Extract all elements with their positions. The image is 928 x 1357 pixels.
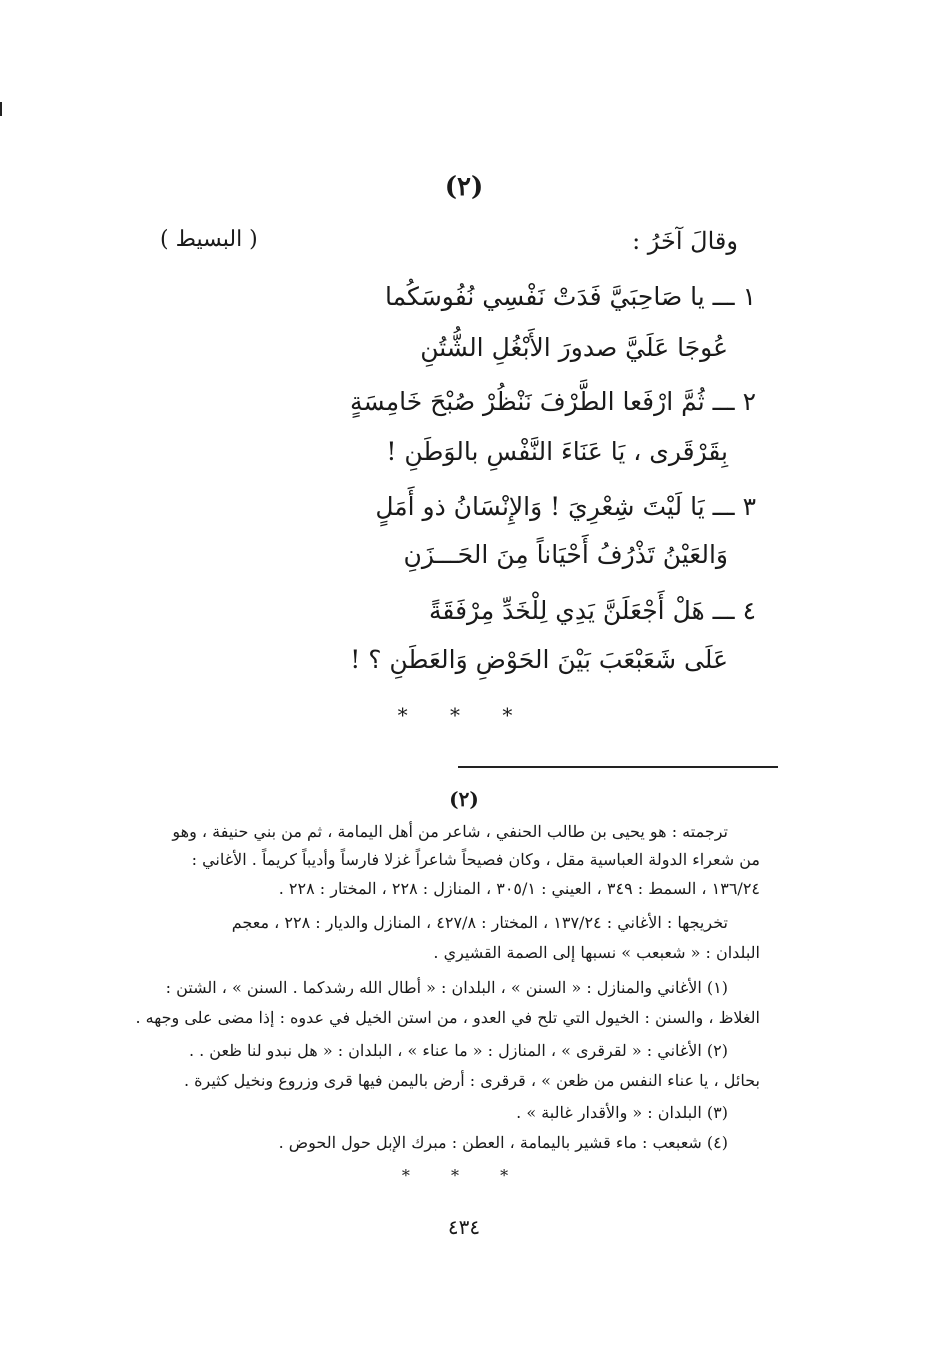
note-1-line-2: الغلاظ ، والسنن : الخيول التي تلح في العدو ، من استن الخيل في عدوه : إذا مضى على وجهه . [135,1008,760,1027]
note-1-line-1: (١) الأغاني والمنازل : « السنن » ، البلدان : « أطال الله رشدكما . السنن » ، الشتن : [165,978,728,997]
footnote-separator: * * * [401,1166,527,1185]
note-2-line-1: (٢) الأغاني : « لقرقرى » ، المنازل : « ما عناء » ، البلدان : « هل نبدو لنا ظعن . . [188,1041,728,1060]
footnote-takhrij-line-1: تخريجها : الأغاني : ١٣٧/٢٤ ، المختار : ٤٢٧/٨ ، المنازل والديار : ٢٢٨ ، معجم [231,913,728,932]
margin-mark [0,102,2,116]
note-3: (٣) البلدان : « والأقدار غالبة » . [516,1103,728,1122]
section-separator: * * * [397,703,531,727]
verse-2-line-2: بِقَرْقَرى ، يَا عَنَاءَ النَّفْسِ بالوَطَنِ ! [386,437,728,466]
footnote-rule [458,766,778,768]
verse-1-line-2: عُوجَا عَلَيَّ صدورَ الأَبْغُلِ الشُّتُنِ [420,333,728,362]
note-4: (٤) شعبعب : ماء قشير باليمامة ، العطن : مبرك الإبل حول الحوض . [278,1133,728,1152]
footnote-bio-line-1: ترجمته : هو يحيى بن طالب الحنفي ، شاعر من أهل اليمامة ، ثم من بني حنيفة ، وهو [172,822,728,841]
verse-4-line-2: عَلَى شَعَبْعَبَ بَيْنَ الحَوْضِ وَالعَطَنِ ؟ ! [350,645,728,674]
note-2-line-2: بحائل ، يا عناء النفس من ظعن » ، قرقرى : أرض باليمن فيها قرى وزروع ونخيل كثيرة . [183,1071,760,1090]
footnote-bio-line-2: من شعراء الدولة العباسية مقل ، وكان فصيحاً شاعراً غزلا فارساً وأديباً كريماً . الأغاني : [191,850,760,869]
poem-intro: وقالَ آخَرُ : [632,227,738,255]
footnote-bio-line-3: ١٣٦/٢٤ ، السمط : ٣٤٩ ، العيني : ٣٠٥/١ ، المنازل : ٢٢٨ ، المختار : ٢٢٨ . [278,879,760,898]
verse-1-line-1: ١ ـــ يا صَاحِبَيَّ فَدَتْ نَفْسِي نُفُوسَكُما [384,282,756,311]
verse-2-line-1: ٢ ـــ ثُمَّ ارْفَعا الطَّرْفَ نَنْظُرْ صُبْحَ خَامِسَةٍ [350,387,756,416]
poem-number: (٢) [444,172,484,202]
poem-meter: ( البسيط ) [160,227,258,252]
verse-3-line-1: ٣ ـــ يَا لَيْتَ شِعْرِيَ ! وَالإِنْسَانُ ذو أَمَلٍ [375,492,756,521]
verse-4-line-1: ٤ ـــ هَلْ أَجْعَلَنَّ يَدِي لِلْخَدِّ مِرْفَقَةً [429,596,756,625]
footnote-number: (٢) [449,787,479,811]
page-number: ٤٣٤ [447,1215,481,1239]
verse-3-line-2: وَالعَيْنُ تَذْرُفُ أَحْيَاناً مِنَ الحَـــزَنِ [403,540,728,569]
footnote-takhrij-line-2: البلدان : « شعبعب » نسبها إلى الصمة القشيري . [433,943,760,962]
